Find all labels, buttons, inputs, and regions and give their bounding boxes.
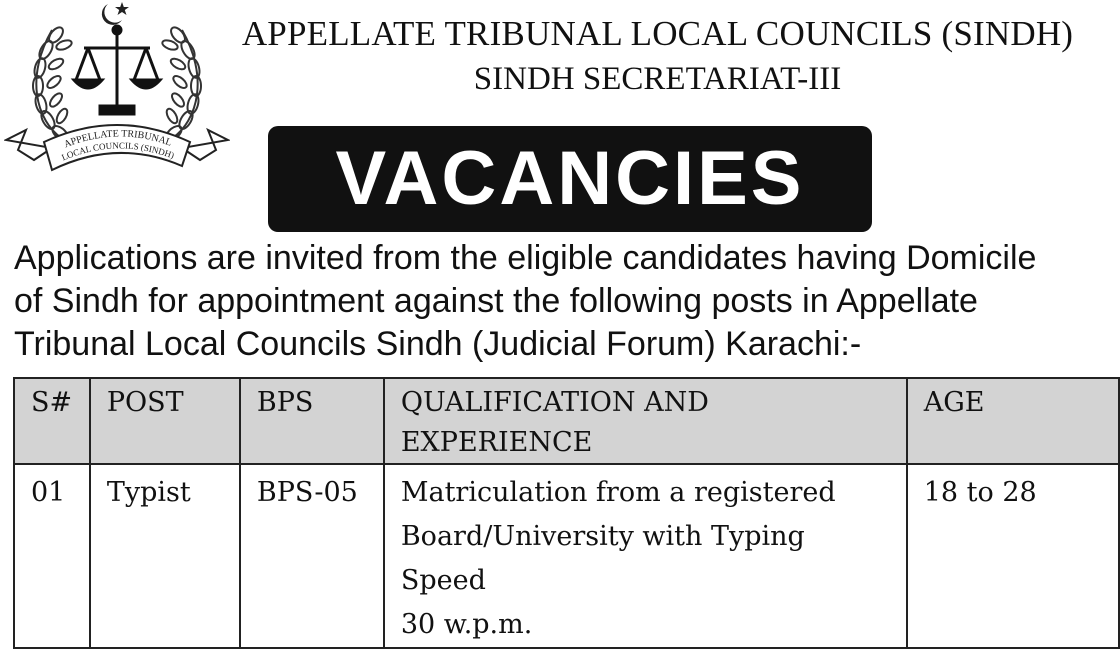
org-title: APPELLATE TRIBUNAL LOCAL COUNCILS (SINDH)	[241, 14, 1074, 53]
cell-post: Typist	[90, 464, 240, 648]
header-bps: BPS	[240, 378, 384, 464]
header-sno: S#	[14, 378, 90, 464]
cell-bps: BPS-05	[240, 464, 384, 648]
intro-paragraph	[14, 237, 1120, 366]
ribbon-line2: LOCAL COUNCILS (SINDH)	[60, 140, 176, 163]
logo-ribbon	[6, 125, 228, 170]
header-post: POST	[90, 378, 240, 464]
qualification-line: Board/University with Typing Speed	[400, 521, 805, 596]
tribunal-logo	[4, 0, 230, 186]
qualification-line: 30 w.p.m.	[400, 609, 533, 640]
header-qualification: QUALIFICATION AND EXPERIENCE	[384, 378, 907, 464]
org-subtitle: SINDH SECRETARIAT-III	[473, 61, 842, 97]
cell-qualification	[384, 464, 907, 648]
table-header-row	[14, 378, 1119, 464]
wreath-right	[161, 25, 201, 143]
cell-age: 18 to 28	[907, 464, 1119, 648]
cell-sno: 01	[14, 464, 90, 648]
qualification-line: Matriculation from a registered	[400, 477, 836, 508]
crescent-star-icon	[102, 2, 129, 25]
scales-of-justice-icon	[74, 26, 160, 114]
intro-line: Applications are invited from the eligible candidates having Domicile	[14, 239, 1037, 277]
wreath-left	[33, 25, 73, 143]
vacancy-table	[13, 377, 1120, 649]
ribbon-line1: APPELLATE TRIBUNAL	[62, 128, 174, 151]
intro-line: Tribunal Local Councils Sindh (Judicial Forum) Karachi:-	[14, 325, 862, 363]
header-age: AGE	[907, 378, 1119, 464]
intro-line: of Sindh for appointment against the following posts in Appellate	[14, 282, 978, 320]
vacancies-banner: VACANCIES	[268, 126, 872, 232]
table-row	[14, 464, 1119, 648]
